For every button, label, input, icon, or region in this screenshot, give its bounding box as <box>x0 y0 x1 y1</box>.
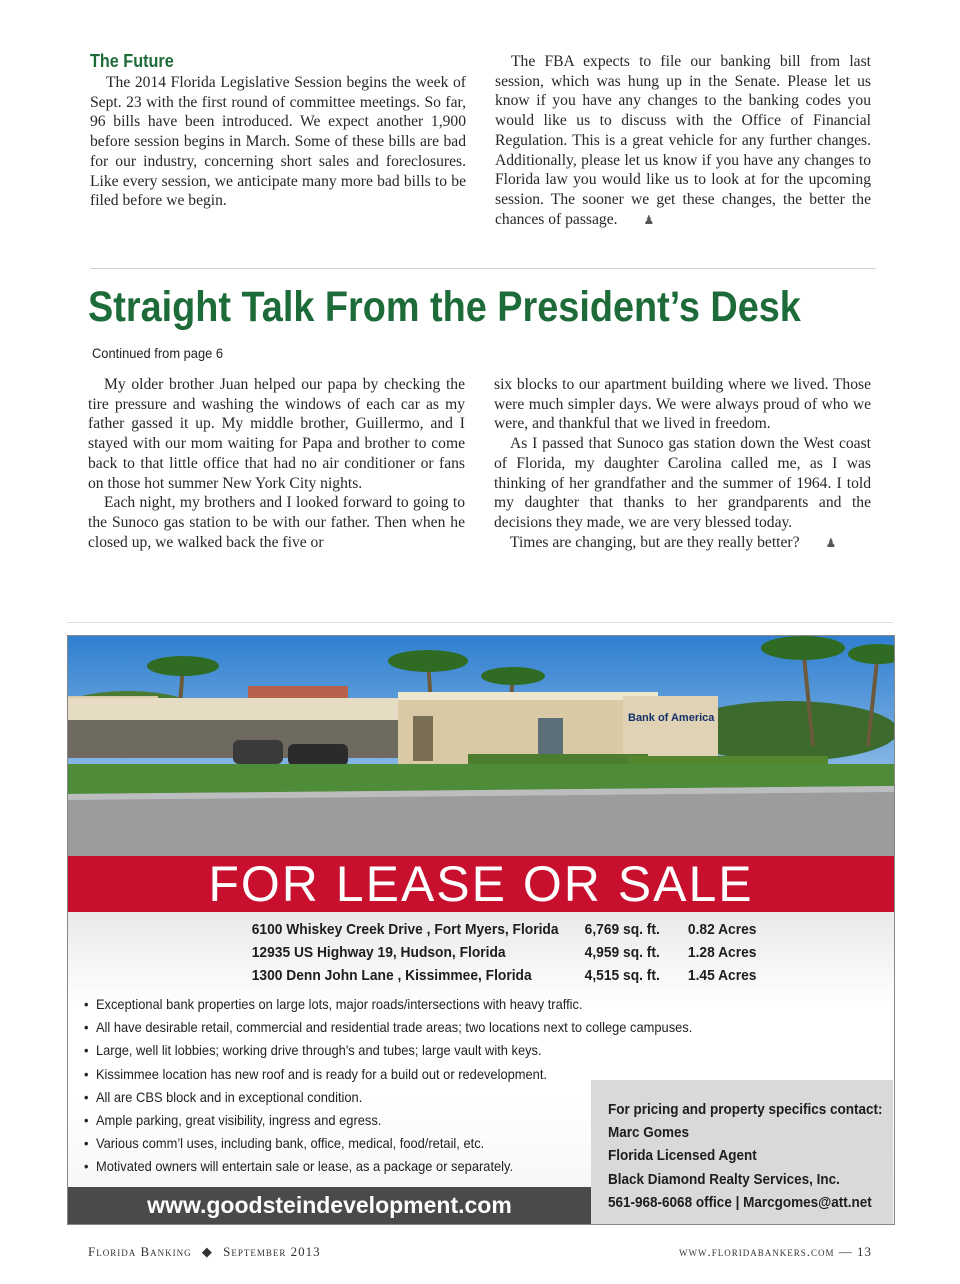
property-size: 4,959 sq. ft. <box>585 944 661 961</box>
property-list <box>238 918 770 987</box>
list-item: • Exceptional bank properties on large lots, major roads/intersections with heavy traffic. <box>84 993 692 1016</box>
ad-divider <box>67 622 893 623</box>
list-item: • Large, well lit lobbies; working drive through's and tubes; large vault with keys. <box>84 1039 692 1062</box>
property-size: 4,515 sq. ft. <box>585 967 661 984</box>
bank-sign-text: Bank of America <box>628 712 715 724</box>
president-closing-text: Times are changing, but are they really better? <box>510 533 800 551</box>
website-link[interactable]: www.goodsteindevelopment.com <box>68 1187 591 1224</box>
for-lease-banner: FOR LEASE OR SALE <box>68 856 894 912</box>
president-title: Straight Talk From the President’s Desk <box>88 283 801 331</box>
contact-phone-email[interactable]: 561-968-6068 office | Marcgomes@att.net <box>608 1193 872 1211</box>
future-left-column <box>90 52 466 211</box>
contact-heading: For pricing and property specifics contact: <box>608 1101 883 1118</box>
future-right-text: The FBA expects to file our banking bill from last session, which was hung up in the Senate. Please let us know if you have any changes to the banking codes you would like us to discuss with the Office of Financial Regulation. This is a great vehicle for any further changes. Additionally, please let us know if you have any changes to Florida law you would like us to look at for the upcoming session. The sooner we get these changes, the better the chances of passage. <box>495 53 871 228</box>
list-item: • Kissimmee location has new roof and is ready for a build out or redevelopment. <box>84 1063 692 1086</box>
contact-title: Florida Licensed Agent <box>608 1147 757 1165</box>
president-right-p3 <box>494 533 871 554</box>
president-left-p2: Each night, my brothers and I looked forward to going to the Sunoco gas station to be with our father. Then when he closed up, we walked back the five or <box>88 494 465 551</box>
list-item: • All have desirable retail, commercial and residential trade areas; two locations next to college campuses. <box>84 1016 692 1039</box>
table-row <box>238 964 770 987</box>
contact-details <box>608 1098 895 1214</box>
bank-building-photo <box>68 636 894 856</box>
future-right-paragraph <box>495 52 871 230</box>
president-right-column <box>494 375 871 553</box>
list-item: • Ample parking, great visibility, ingress and egress. <box>84 1109 692 1132</box>
property-advertisement <box>67 635 895 1225</box>
president-right-p2: As I passed that Sunoco gas station down the West coast of Florida, my daughter Carolina called me, as I was thinking of her grandfather and the summer of 1964. I told my daughter that thanks to her grandparents and the decisions they made, we are very blessed today. <box>494 435 871 531</box>
property-address: 12935 US Highway 19, Hudson, Florida <box>251 944 506 961</box>
list-item: • All are CBS block and in exceptional condition. <box>84 1086 692 1109</box>
future-heading: The Future <box>90 51 174 71</box>
publication-name: Florida Banking <box>88 1244 192 1259</box>
president-left-p1: My older brother Juan helped our papa by checking the tire pressure and washing the windows of each car as my father gassed it up. My middle brother, Guillermo, and I stayed with our mom waiting for Papa and brother to come back to that little office that had no air conditioner or fans on those hot summer New York City nights. <box>88 376 465 492</box>
property-acres: 1.45 Acres <box>688 967 757 984</box>
footer-left <box>88 1244 321 1260</box>
property-address: 1300 Denn John Lane , Kissimmee, Florida <box>251 967 532 984</box>
president-left-column <box>88 375 465 552</box>
end-mark-icon: ♟ <box>825 535 837 550</box>
table-row <box>238 918 770 941</box>
list-item: • Motivated owners will entertain sale or lease, as a package or separately. <box>84 1155 692 1178</box>
section-divider <box>90 268 876 269</box>
property-size: 6,769 sq. ft. <box>585 921 661 938</box>
future-left-paragraph: The 2014 Florida Legislative Session begins the week of Sept. 23 with the first round of committee meetings. So far, 96 bills have been introduced. We expect another 1,900 before session begins in March. Some of these bills are bad for our industry, concerning short sales and foreclosures. Like every session, we anticipate many more bad bills to be filed before we begin. <box>90 74 466 210</box>
property-address: 6100 Whiskey Creek Drive , Fort Myers, Florida <box>251 921 559 938</box>
future-right-column <box>495 52 871 230</box>
continued-note: Continued from page 6 <box>92 345 224 361</box>
contact-name: Marc Gomes <box>608 1124 690 1142</box>
issue-date: September 2013 <box>223 1244 321 1259</box>
list-item: • Various comm’l uses, including bank, office, medical, food/retail, etc. <box>84 1132 692 1155</box>
table-row <box>238 941 770 964</box>
president-right-p1: six blocks to our apartment building where we lived. Those were much simpler days. We were always proud of who we were, and thankful that we lived in freedom. <box>494 376 871 433</box>
diamond-separator-icon: ◆ <box>201 1244 213 1259</box>
footer-right[interactable]: www.floridabankers.com — 13 <box>679 1244 872 1259</box>
end-mark-icon: ♟ <box>643 212 655 227</box>
property-acres: 1.28 Acres <box>688 944 757 961</box>
contact-company: Black Diamond Realty Services, Inc. <box>608 1170 840 1188</box>
property-acres: 0.82 Acres <box>688 921 757 938</box>
